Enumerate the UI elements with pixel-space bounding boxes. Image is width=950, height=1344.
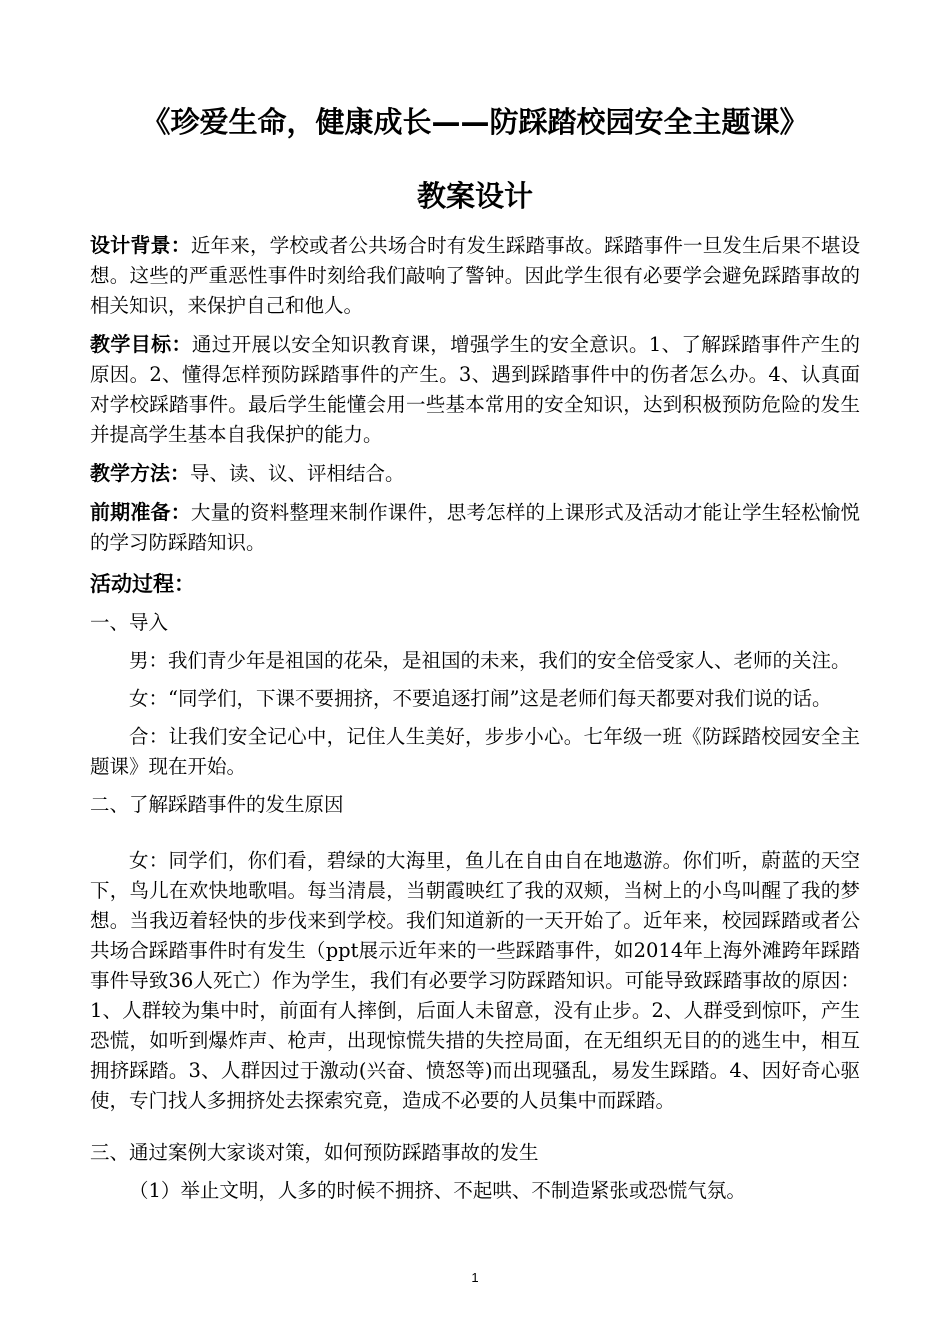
method-label: 教学方法：	[90, 461, 190, 485]
document-body	[90, 100, 860, 1214]
background-label: 设计背景：	[90, 233, 191, 257]
background-paragraph	[90, 230, 860, 321]
background-text: 近年来，学校或者公共场合时有发生踩踏事故。踩踏事件一旦发生后果不堪设想。这些的严重恶性事件时刻给我们敲响了警钟。因此学生很有必要学会避免踩踏事故的相关知识，来保护自己和他人。	[90, 234, 860, 317]
goal-paragraph	[90, 329, 860, 450]
paragraph-prevention-1: （1）举止文明，人多的时候不拥挤、不起哄、不制造紧张或恐慌气氛。	[129, 1179, 746, 1202]
goal-label: 教学目标：	[90, 332, 192, 356]
prep-text: 大量的资料整理来制作课件，思考怎样的上课形式及活动才能让学生轻松愉悦的学习防踩踏知识。	[90, 501, 860, 554]
paragraph-together: 合：让我们安全记心中，记住人生美好，步步小心。七年级一班《防踩踏校园安全主题课》现在开始。	[90, 725, 860, 778]
section-prevention-heading: 三、通过案例大家谈对策，如何预防踩踏事故的发生	[90, 1141, 539, 1164]
document-title: 《珍爱生命，健康成长——防踩踏校园安全主题课》	[141, 105, 809, 139]
method-paragraph	[90, 458, 860, 489]
paragraph-female: 女：“同学们，下课不要拥挤，不要追逐打闹”这是老师们每天都要对我们说的话。	[129, 687, 832, 710]
prep-paragraph	[90, 497, 860, 558]
paragraph-male: 男：我们青少年是祖国的花朵，是祖国的未来，我们的安全倍受家人、老师的关注。	[129, 649, 851, 672]
section-causes-heading: 二、了解踩踏事件的发生原因	[90, 793, 344, 816]
process-heading: 活动过程：	[90, 572, 195, 596]
page-number: 1	[471, 1270, 479, 1285]
method-text: 导、读、议、评相结合。	[190, 462, 405, 485]
document-subtitle: 教案设计	[416, 179, 533, 213]
paragraph-causes: 女：同学们，你们看，碧绿的大海里，鱼儿在自由自在地遨游。你们听，蔚蓝的天空下，鸟儿在欢快地歌唱。每当清晨，当朝霞映红了我的双颊，当树上的小鸟叫醒了我的梦想。当我迈着轻快的步伐来到学校。我们知道新的一天开始了。近年来，校园踩踏或者公共场合踩踏事件时有发生（ppt展示近年来的一些踩踏事件，如2014年上海外滩跨年踩踏事件导致36人死亡）作为学生，我们有必要学习防踩踏知识。可能导致踩踏事故的原因：1、人群较为集中时，前面有人摔倒，后面人未留意，没有止步。2、人群受到惊吓，产生恐慌，如听到爆炸声、枪声，出现惊慌失措的失控局面，在无组织无目的的逃生中，相互拥挤踩踏。3、人群因过于激动(兴奋、愤怒等)而出现骚乱，易发生踩踏。4、因好奇心驱使，专门找人多拥挤处去探索究竟，造成不必要的人员集中而踩踏。	[90, 849, 860, 1112]
section-intro-heading: 一、导入	[90, 611, 169, 634]
prep-label: 前期准备：	[90, 500, 191, 524]
goal-text: 通过开展以安全知识教育课，增强学生的安全意识。1、了解踩踏事件产生的原因。2、懂得怎样预防踩踏事件的产生。3、遇到踩踏事件中的伤者怎么办。4、认真面对学校踩踏事件。最后学生能懂会用一些基本常用的安全知识，达到积极预防危险的发生并提高学生基本自我保护的能力。	[90, 333, 860, 446]
